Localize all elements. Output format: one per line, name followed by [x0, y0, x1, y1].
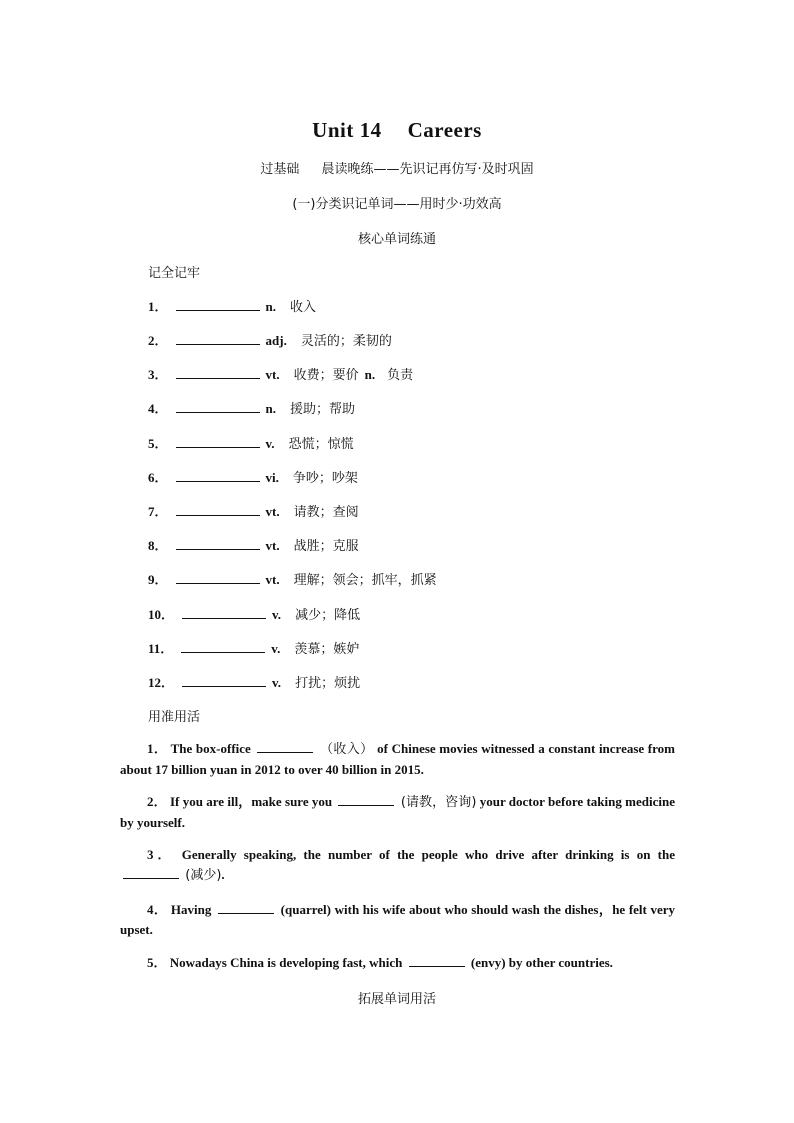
answer-blank[interactable]: [176, 501, 260, 516]
vocab-meaning: 恐慌；惊慌: [288, 437, 354, 452]
sentence-hint: (减少): [185, 868, 222, 883]
expand-heading: 拓展单词用活: [357, 992, 436, 1007]
part-of-speech: vt.: [265, 504, 280, 519]
memorize-label: 记全记牢: [148, 266, 201, 281]
answer-blank[interactable]: [123, 865, 179, 879]
vocab-meaning: 战胜；克服: [293, 539, 359, 554]
subtitle: [0, 158, 794, 177]
answer-blank[interactable]: [176, 330, 260, 345]
vocab-item: [148, 433, 354, 453]
vocab-item: [148, 638, 359, 658]
vocab-meaning: 请教；查阅: [293, 505, 359, 520]
part-of-speech: v.: [265, 436, 275, 451]
sentence-number: 2．: [147, 794, 167, 809]
vocab-item: [148, 364, 413, 384]
part-of-speech: v.: [272, 607, 282, 622]
vocab-item: [148, 501, 359, 521]
part-of-speech: n.: [265, 299, 276, 314]
core-heading: 核心单词练通: [357, 232, 436, 247]
sentence-number: 3．: [147, 847, 175, 862]
sentence-before: Generally speaking, the number of the people who drive after drinking is on the: [181, 847, 675, 862]
vocab-number: 9．: [148, 572, 168, 587]
section-heading: (一)分类识记单词——用时少·功效高: [292, 197, 502, 212]
sentence-hint: (envy): [470, 955, 506, 970]
vocab-item: [148, 604, 360, 624]
vocab-number: 10．: [148, 607, 175, 622]
answer-blank[interactable]: [176, 398, 260, 413]
part-of-speech: vt.: [265, 367, 280, 382]
vocab-meaning: 羡慕；嫉妒: [294, 642, 360, 657]
sentence-hint: (quarrel): [280, 902, 331, 917]
exercise-sentence: [120, 739, 675, 780]
vocab-item: [148, 467, 358, 487]
vocab-item: [148, 569, 437, 589]
answer-blank[interactable]: [176, 364, 260, 379]
part-of-speech: vt.: [265, 572, 280, 587]
sentence-hint: (请教，咨询): [400, 795, 477, 810]
vocab-meaning: 争吵；吵架: [292, 471, 358, 486]
vocab-item: [148, 535, 359, 555]
subtitle-part2: 晨读晚练——先识记再仿写·及时巩固: [321, 162, 534, 177]
page-title: [0, 118, 794, 143]
vocab-meaning: 收入: [290, 300, 317, 315]
subtitle-part1: 过基础: [260, 162, 300, 177]
exercise-sentence: [120, 792, 675, 833]
sentence-after: of Chinese movies witnessed a constant increase from about 17 billion yuan in 2012 to over 40 billion in 2015.: [120, 741, 676, 777]
vocab-number: 6．: [148, 470, 168, 485]
answer-blank[interactable]: [181, 638, 265, 653]
vocab-meaning: 打扰；烦扰: [295, 676, 361, 691]
sentence-number: 1．: [147, 741, 168, 756]
answer-blank[interactable]: [176, 569, 260, 584]
vocab-meaning-secondary: 负责: [387, 368, 414, 383]
vocab-number: 4．: [148, 401, 168, 416]
sentence-before: Having: [170, 902, 212, 917]
use-label: 用准用活: [148, 710, 201, 725]
vocab-number: 11．: [148, 641, 174, 656]
answer-blank[interactable]: [176, 535, 260, 550]
unit-topic: Careers: [407, 118, 482, 142]
vocab-number: 2．: [148, 333, 168, 348]
vocab-number: 1．: [148, 299, 168, 314]
vocab-number: 8．: [148, 538, 168, 553]
sentence-after: your doctor before taking medicine by yourself.: [120, 794, 675, 830]
vocab-meaning: 援助；帮助: [290, 402, 356, 417]
sentence-after: by other countries.: [508, 955, 613, 970]
sentence-before: The box-office: [170, 741, 251, 756]
vocab-number: 3．: [148, 367, 168, 382]
sentence-before: If you are ill，make sure you: [169, 794, 333, 809]
sentence-after: with his wife about who should wash the dishes，he felt very upset.: [120, 902, 676, 937]
unit-number: Unit 14: [312, 118, 382, 142]
vocab-number: 5．: [148, 436, 168, 451]
answer-blank[interactable]: [218, 900, 274, 914]
vocab-meaning: 理解；领会；抓牢，抓紧: [293, 573, 437, 588]
part-of-speech: v.: [272, 675, 282, 690]
vocab-number: 7．: [148, 504, 168, 519]
part-of-speech: v.: [271, 641, 281, 656]
part-of-speech: adj.: [265, 333, 287, 348]
part-of-speech-secondary: n.: [364, 367, 376, 382]
part-of-speech: vt.: [265, 538, 280, 553]
vocab-item: [148, 296, 316, 316]
vocab-number: 12．: [148, 675, 175, 690]
exercise-sentence: [120, 845, 675, 886]
exercise-sentence: [120, 900, 675, 940]
sentence-after: .: [221, 867, 225, 882]
vocab-meaning: 减少；降低: [295, 608, 361, 623]
sentence-number: 4．: [147, 902, 168, 917]
answer-blank[interactable]: [409, 953, 465, 967]
exercise-sentence: [120, 953, 675, 973]
answer-blank[interactable]: [257, 739, 313, 753]
part-of-speech: n.: [265, 401, 276, 416]
answer-blank[interactable]: [176, 296, 260, 311]
vocab-item: [148, 330, 392, 350]
vocab-item: [148, 398, 355, 418]
vocab-item: [148, 672, 360, 692]
vocab-meaning: 灵活的；柔韧的: [300, 334, 392, 349]
answer-blank[interactable]: [176, 467, 260, 482]
answer-blank[interactable]: [176, 433, 260, 448]
answer-blank[interactable]: [338, 792, 394, 806]
sentence-hint: （收入）: [320, 742, 374, 757]
vocab-meaning: 收费；要价: [293, 368, 359, 383]
answer-blank[interactable]: [182, 672, 266, 687]
part-of-speech: vi.: [265, 470, 279, 485]
answer-blank[interactable]: [182, 604, 266, 619]
sentence-number: 5．: [147, 955, 167, 970]
sentence-before: Nowadays China is developing fast, which: [169, 955, 403, 970]
